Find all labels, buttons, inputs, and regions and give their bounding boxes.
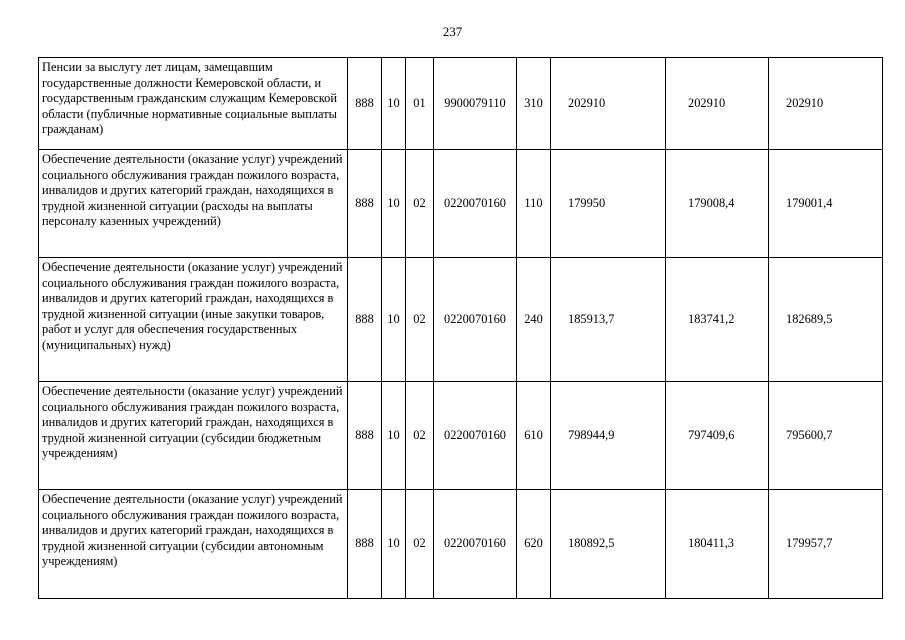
target-article-code: 0220070160 bbox=[434, 258, 517, 382]
subsection-code: 02 bbox=[406, 258, 434, 382]
subsection-code: 02 bbox=[406, 382, 434, 490]
section-code: 10 bbox=[382, 58, 406, 150]
amount-year-2: 179008,4 bbox=[666, 150, 769, 258]
amount-year-3: 182689,5 bbox=[769, 258, 883, 382]
section-code: 10 bbox=[382, 490, 406, 599]
table-row bbox=[39, 58, 883, 150]
department-code: 888 bbox=[348, 58, 382, 150]
target-article-code: 0220070160 bbox=[434, 382, 517, 490]
amount-year-1: 202910 bbox=[551, 58, 666, 150]
amount-year-3: 202910 bbox=[769, 58, 883, 150]
department-code: 888 bbox=[348, 150, 382, 258]
department-code: 888 bbox=[348, 490, 382, 599]
expense-type-code: 240 bbox=[517, 258, 551, 382]
amount-year-1: 185913,7 bbox=[551, 258, 666, 382]
table-row bbox=[39, 150, 883, 258]
amount-year-1: 180892,5 bbox=[551, 490, 666, 599]
amount-year-2: 797409,6 bbox=[666, 382, 769, 490]
amount-year-3: 795600,7 bbox=[769, 382, 883, 490]
amount-year-2: 202910 bbox=[666, 58, 769, 150]
section-code: 10 bbox=[382, 382, 406, 490]
expense-name: Обеспечение деятельности (оказание услуг) учреждений социального обслуживания граждан пожилого возраста, инвалидов и других категорий граждан, находящихся в трудной жизненной ситуации (иные закупки товаров, работ и услуг для обеспечения государственных (муниципальных) нужд) bbox=[39, 258, 348, 382]
expense-type-code: 620 bbox=[517, 490, 551, 599]
expense-type-code: 610 bbox=[517, 382, 551, 490]
amount-year-2: 183741,2 bbox=[666, 258, 769, 382]
table-row bbox=[39, 382, 883, 490]
expense-name: Обеспечение деятельности (оказание услуг) учреждений социального обслуживания граждан пожилого возраста, инвалидов и других категорий граждан, находящихся в трудной жизненной ситуации (субсидии автономным учреждениям) bbox=[39, 490, 348, 599]
table-row bbox=[39, 258, 883, 382]
expense-type-code: 110 bbox=[517, 150, 551, 258]
expense-name: Пенсии за выслугу лет лицам, замещавшим государственные должности Кемеровской области, и государственным гражданским служащим Кемеровской области (публичные нормативные социальные выплаты гражданам) bbox=[39, 58, 348, 150]
section-code: 10 bbox=[382, 150, 406, 258]
amount-year-2: 180411,3 bbox=[666, 490, 769, 599]
amount-year-1: 798944,9 bbox=[551, 382, 666, 490]
amount-year-1: 179950 bbox=[551, 150, 666, 258]
subsection-code: 02 bbox=[406, 490, 434, 599]
amount-year-3: 179957,7 bbox=[769, 490, 883, 599]
target-article-code: 0220070160 bbox=[434, 150, 517, 258]
subsection-code: 02 bbox=[406, 150, 434, 258]
expense-name: Обеспечение деятельности (оказание услуг) учреждений социального обслуживания граждан пожилого возраста, инвалидов и других категорий граждан, находящихся в трудной жизненной ситуации (субсидии бюджетным учреждениям) bbox=[39, 382, 348, 490]
table-row bbox=[39, 490, 883, 599]
target-article-code: 0220070160 bbox=[434, 490, 517, 599]
department-code: 888 bbox=[348, 382, 382, 490]
section-code: 10 bbox=[382, 258, 406, 382]
budget-table bbox=[38, 57, 883, 599]
subsection-code: 01 bbox=[406, 58, 434, 150]
expense-name: Обеспечение деятельности (оказание услуг) учреждений социального обслуживания граждан пожилого возраста, инвалидов и других категорий граждан, находящихся в трудной жизненной ситуации (расходы на выплаты персоналу казенных учреждений) bbox=[39, 150, 348, 258]
expense-type-code: 310 bbox=[517, 58, 551, 150]
page-number: 237 bbox=[442, 24, 463, 39]
department-code: 888 bbox=[348, 258, 382, 382]
amount-year-3: 179001,4 bbox=[769, 150, 883, 258]
target-article-code: 9900079110 bbox=[434, 58, 517, 150]
